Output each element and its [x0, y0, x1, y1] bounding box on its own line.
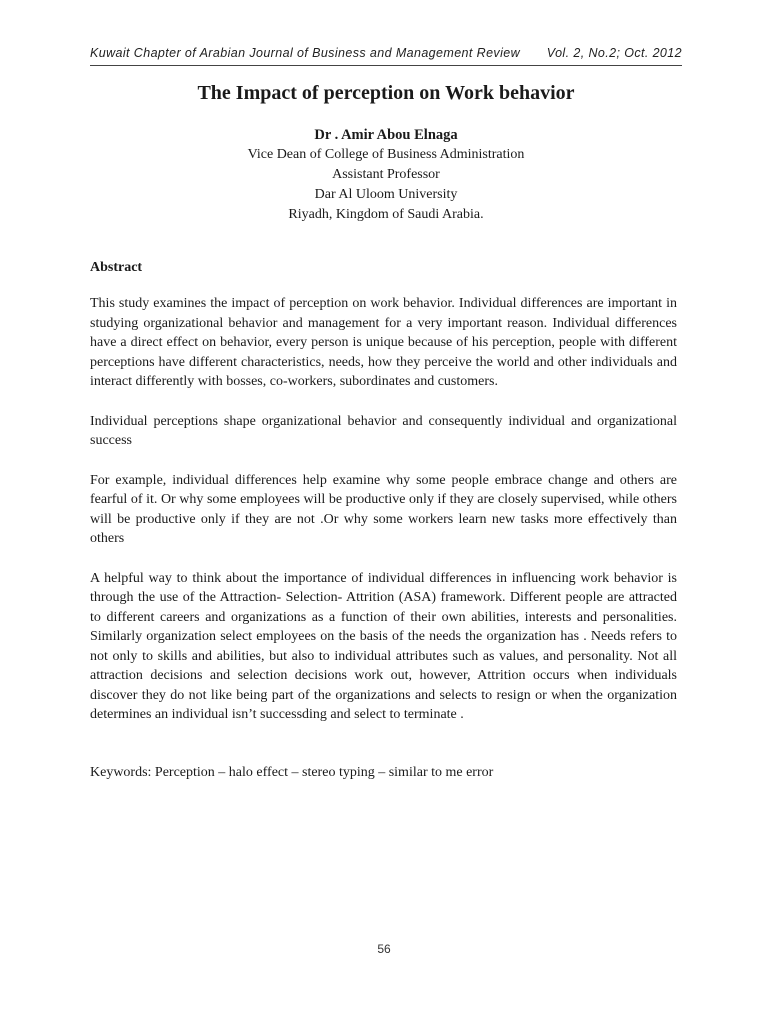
- page-number: 56: [377, 942, 391, 956]
- abstract-paragraph: For example, individual differences help examine why some people embrace change and others are fearful of it. Or why some employees will be productive only if they are closely supervised, while others will be productive only if they are not .Or why some workers learn new tasks more effectively than others: [90, 472, 677, 546]
- affiliation-line: Riyadh, Kingdom of Saudi Arabia.: [288, 207, 484, 222]
- abstract-paragraph: A helpful way to think about the importance of individual differences in influencing work behavior is through the use of the Attraction- Selection- Attrition (ASA) framework. Different people are attracted to different careers and organizations as a function of their own abilities, interests and personalities. Similarly organization select employees on the basis of the needs the organization has . Needs refers to not only to skills and abilities, but also to individual attributes such as values, and personality. Not all attraction decisions and selection decisions work out, however, Attrition occurs when individuals discover they do not like being part of the organizations and selects to resign or when the organization determines an individual isn’t successding and select to terminate .: [90, 570, 677, 722]
- paper-title: The Impact of perception on Work behavior: [197, 82, 575, 104]
- affiliation-line: Assistant Professor: [332, 167, 440, 182]
- abstract-paragraph: Individual perceptions shape organizational behavior and consequently individual and organizational success: [90, 413, 677, 448]
- abstract-heading: Abstract: [90, 260, 143, 275]
- running-header: [90, 46, 682, 60]
- affiliation-line: Vice Dean of College of Business Administration: [247, 147, 525, 162]
- keywords-line: Keywords: Perception – halo effect – stereo typing – similar to me error: [90, 764, 494, 780]
- abstract-paragraph: This study examines the impact of perception on work behavior. Individual differences are important in studying organizational behavior and management for a very important reason. Individual differences have a direct effect on behavior, every person is unique because of his perception, people with different perceptions have different characteristics, needs, how they perceive the world and other individuals and interact differently with bosses, co-workers, subordinates and customers.: [90, 296, 677, 389]
- header-divider: [90, 65, 682, 66]
- abstract-body: [90, 294, 677, 802]
- affiliation-line: Dar Al Uloom University: [314, 187, 458, 202]
- issue-info: Vol. 2, No.2; Oct. 2012: [546, 46, 682, 60]
- author-name: Dr . Amir Abou Elnaga: [314, 127, 458, 143]
- author-block: [90, 125, 682, 225]
- journal-name: Kuwait Chapter of Arabian Journal of Business and Management Review: [90, 46, 521, 60]
